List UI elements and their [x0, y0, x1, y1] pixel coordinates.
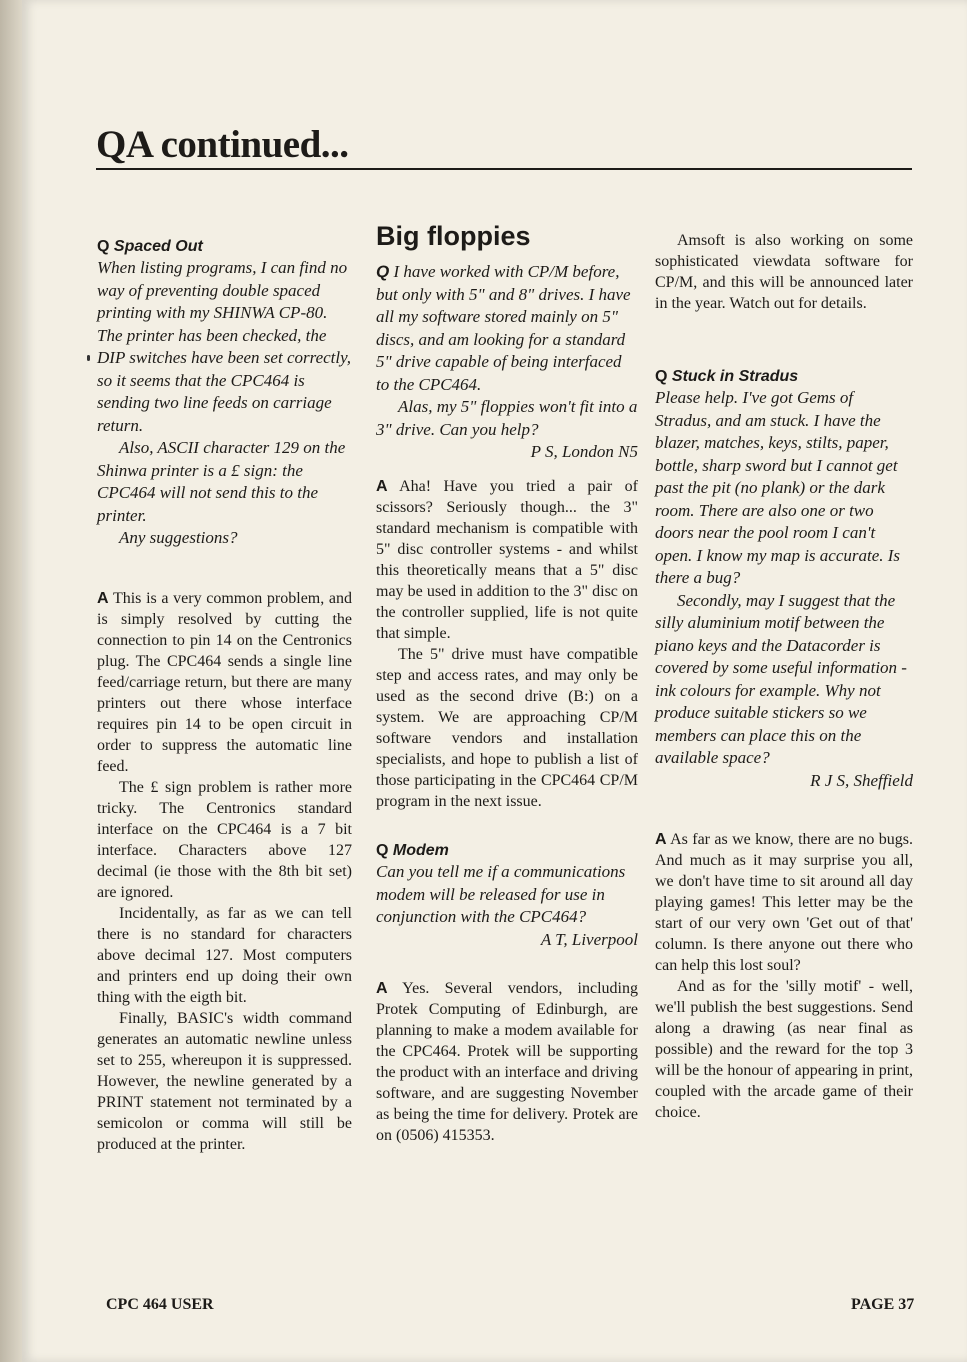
answer-paragraph: The £ sign problem is rather more tricky. The Centronics standard interface on the CPC464 is a 7 bit interface. Characters above 127 decimal (ie those with the 8th bit set) are ignored. [97, 778, 352, 901]
column-2 [376, 221, 638, 1146]
letter-signature: R J S, Sheffield [810, 770, 913, 790]
letter-paragraph: Please help. I've got Gems of Stradus, and am stuck. I have the blazer, matches, keys, stilts, paper, bottle, sharp sword but I cannot get past the pit (no plank) or the dark room. There are also one or two doors near the pool room I can't open. I know my map is accurate. Is there a bug? [655, 388, 901, 587]
letter-paragraph: Can you tell me if a communications modem will be released for use in conjunction with the CPC464? [376, 862, 626, 926]
page-binding [0, 0, 22, 1362]
answer-paragraph: Finally, BASIC's width command generates an automatic newline unless set to 255, whereupon it is suppressed. However, the newline generated by a PRINT statement not terminated by a semicolon or comma will still be produced at the printer. [97, 1009, 352, 1153]
answer-paragraph: A This is a very common problem, and is simply resolved by cutting the connection to pin 14 on the Centronics plug. The CPC464 sends a single line feed/carriage return, but there are many printers out there whose interface requires pin 14 to be open circuit in order to suppress the automatic line feed. [97, 589, 353, 775]
letter-signature: A T, Liverpool [540, 929, 638, 949]
section-title-big-floppies: Big floppies [376, 221, 531, 251]
question-heading-modem: Q Modem [376, 842, 449, 859]
answer-paragraph: And as for the 'silly motif' - well, we'll publish the best suggestions. Send along a drawing (as near final as possible) and the reward for the top 3 will be the honour of appearing in print, coupled with the arcade game of their choice. [655, 977, 913, 1121]
footer-page-number: PAGE 37 [851, 1296, 915, 1313]
page-title: QA continued... [96, 123, 349, 166]
question-heading-stuck-in-stradus: Q Stuck in Stradus [655, 368, 799, 385]
letter-paragraph: Alas, my 5" floppies won't fit into a 3" drive. Can you help? [376, 397, 638, 439]
letter-signature: P S, London N5 [530, 442, 638, 461]
answer-paragraph: Incidentally, as far as we can tell there is no standard for characters above decimal 127. Most computers and printers end up doing their own thing with the eigth bit. [97, 904, 352, 1006]
letter-paragraph: Any suggestions? [119, 528, 238, 547]
answer-paragraph: The 5" drive must have compatible step and access rates, and may only be used as the second drive (B:) on a system. We are approaching CP/M software vendors and installation specialists, and hope to publish a list of those participating in the CPC464 CP/M program in the next issue. [376, 646, 638, 810]
intro-paragraph: Amsoft is also working on some sophisticated viewdata software for CP/M, and this will be announced later in the year. Watch out for details. [655, 232, 913, 312]
answer-paragraph: A Aha! Have you tried a pair of scissors? Seriously though... the 3" standard mechanism is compatible with 5" disc controller systems - and whilst this theoretically means that a 5" disc may be used in addition to the 3" disc on the controller supplied, life is not quite that simple. [376, 478, 638, 642]
letter-paragraph: Secondly, may I suggest that the silly aluminium motif between the piano keys and the Datacorder is covered by some useful information - ink colours for example. Why not produce suitable stickers so we members can place this on the available space? [655, 590, 907, 767]
letter-paragraph: When listing programs, I can find no way of preventing double spaced printing with my SHINWA CP-80. The printer has been checked, the DIP switches have been set correctly, so it seems that the CPC464 is sending two line feeds on carriage return. [97, 258, 351, 435]
print-speck [87, 355, 90, 361]
footer-magazine-name: CPC 464 USER [106, 1296, 214, 1313]
answer-paragraph: A As far as we know, there are no bugs. And much as it may surprise you all, we don't have time to sit around all day playing games! This letter may be the start of our very own 'Get out of that' column. Is there anyone out there who can help this lost soul? [655, 830, 913, 974]
letter-paragraph: Also, ASCII character 129 on the Shinwa printer is a £ sign: the CPC464 will not send this to the printer. [97, 438, 346, 525]
title-rule [96, 168, 912, 170]
letter-paragraph: Q I have worked with CP/M before, but only with 5" and 8" drives. I have all my software stored mainly on 5" discs, and am looking for a standard 5" drive capable of being interfaced to the CPC464. [376, 262, 631, 394]
answer-paragraph: A Yes. Several vendors, including Protek Computing of Edinburgh, are planning to make a modem available for the CPC464. Protek will be supporting the product with an interface and driving software, and are suggesting November as being the time for delivery. Protek are on (0506) 415353. [376, 979, 638, 1144]
column-1 [97, 236, 352, 1155]
column-3 [655, 230, 913, 1123]
question-heading-spaced-out: Q Spaced Out [97, 238, 203, 255]
